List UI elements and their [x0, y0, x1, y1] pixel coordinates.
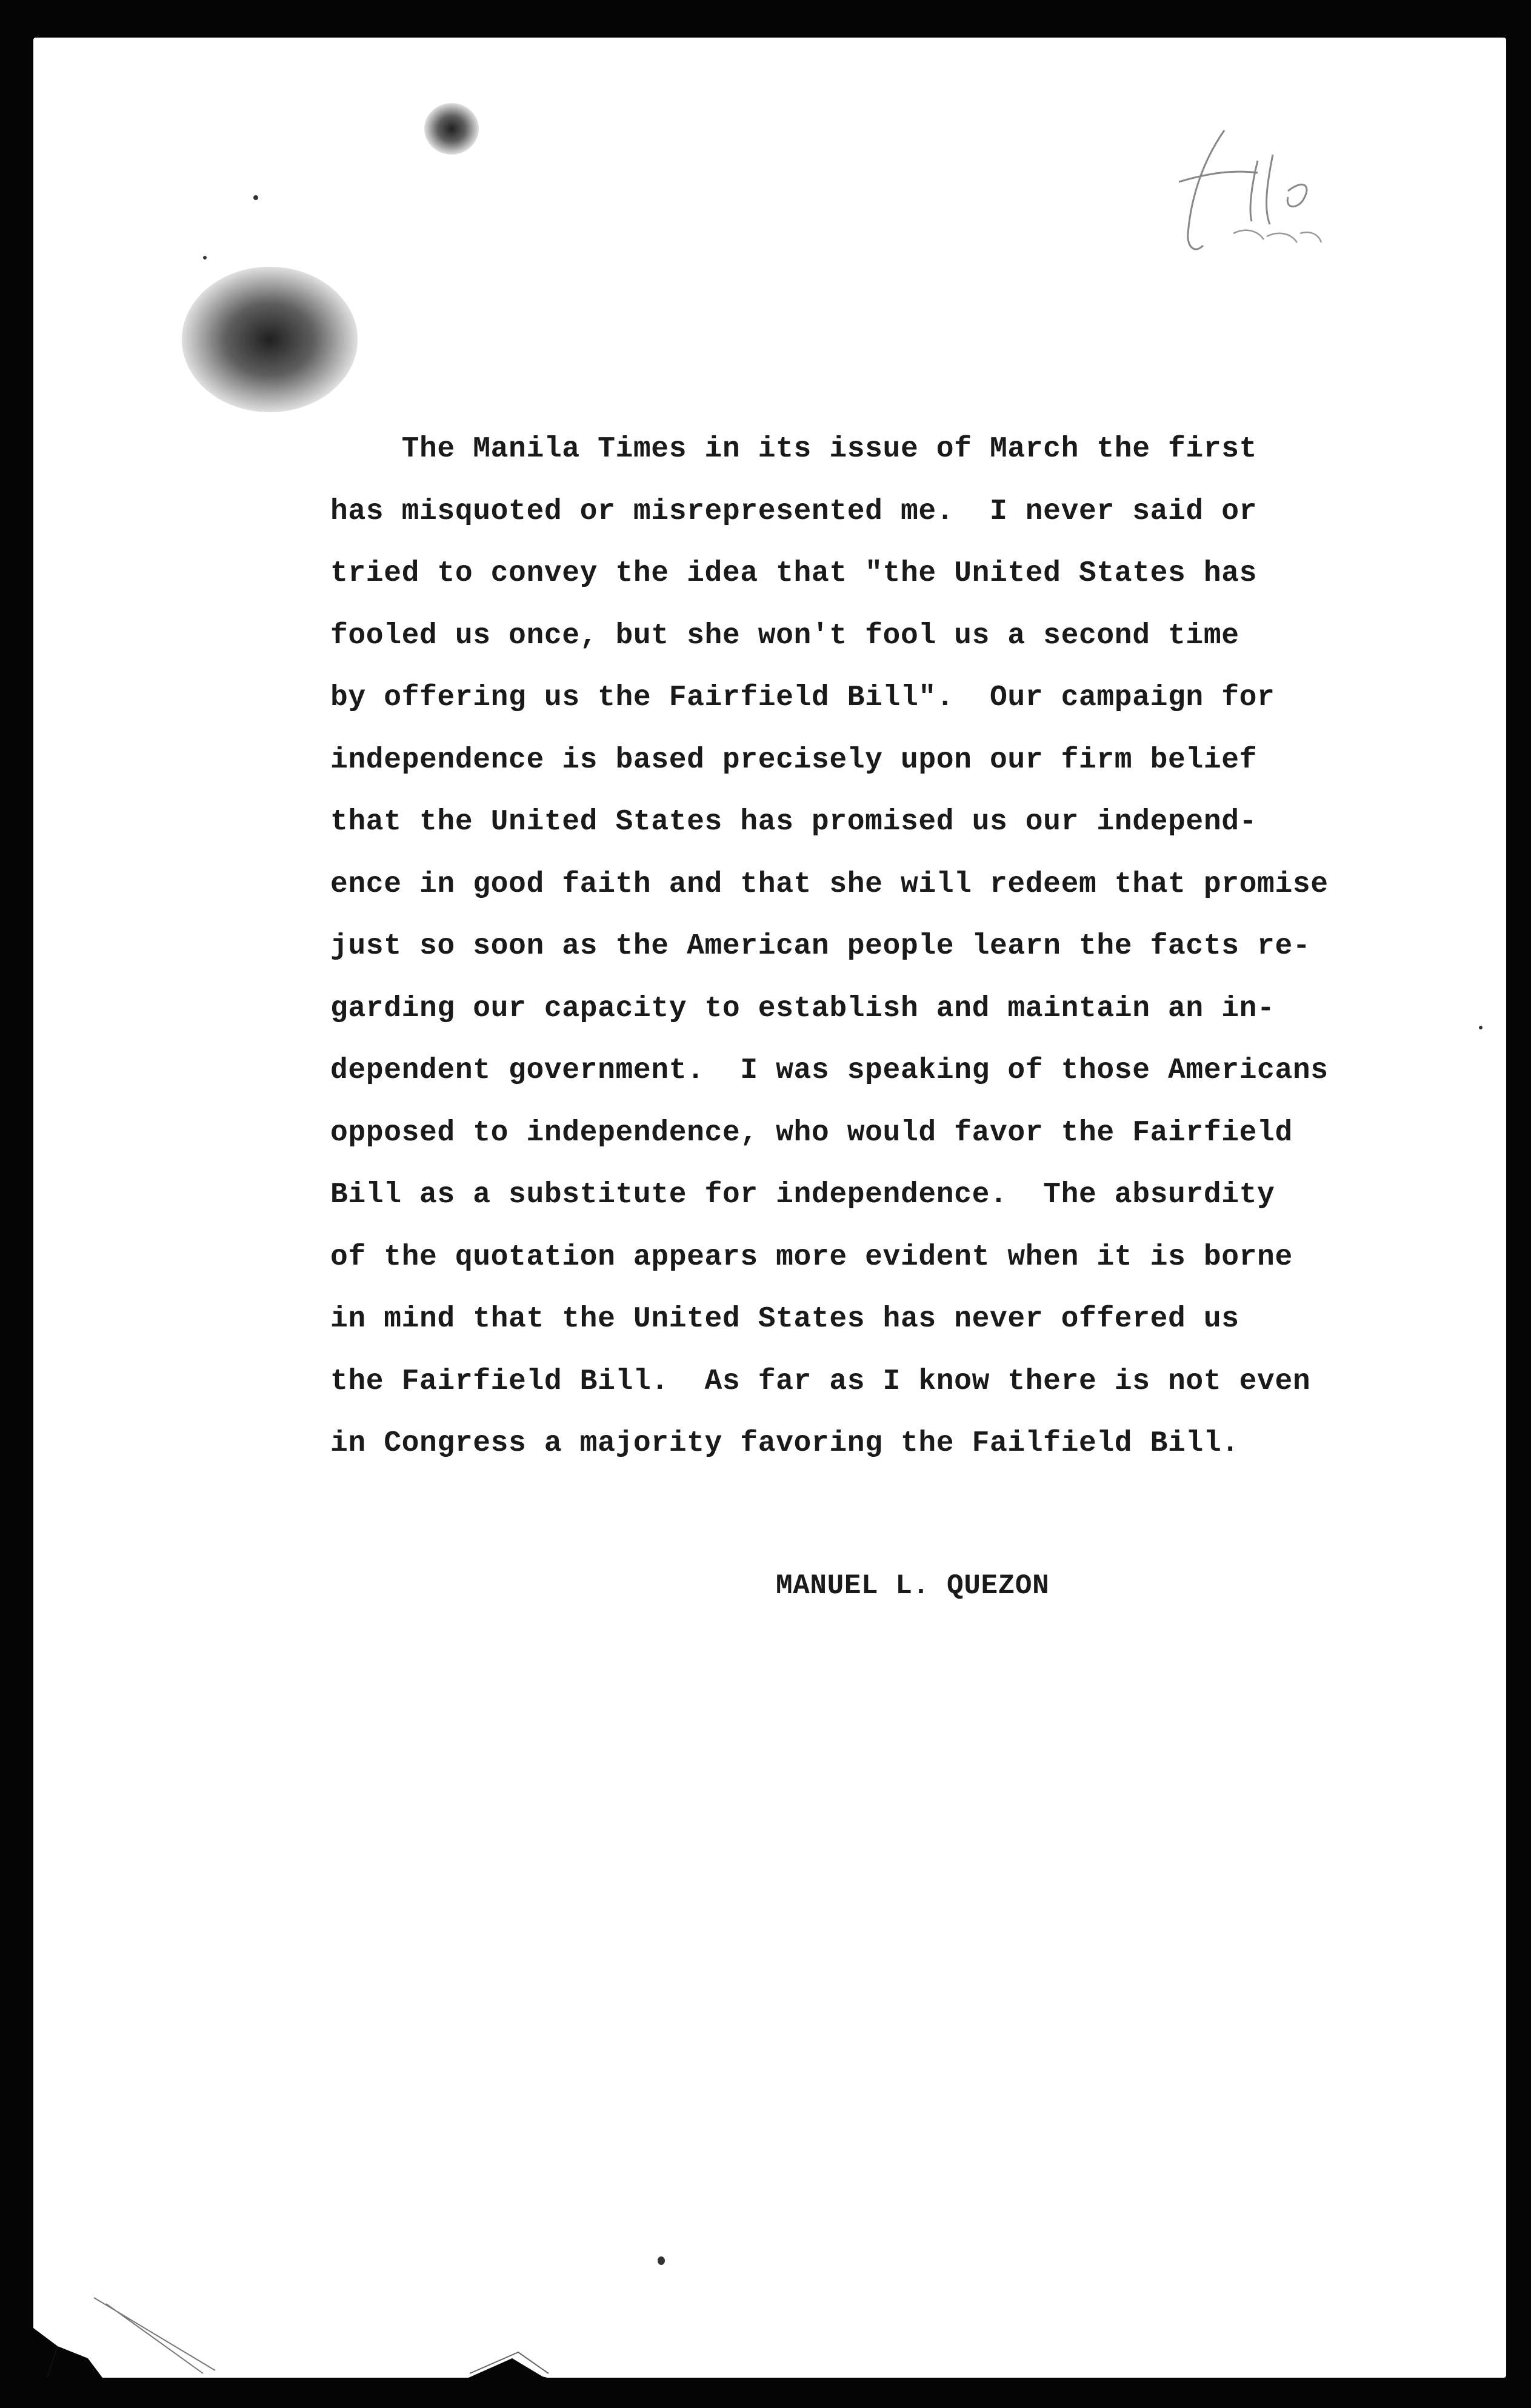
body-line: in Congress a majority favoring the Failfield Bill. [330, 1427, 1239, 1460]
body-line: the Fairfield Bill. As far as I know there is not even [330, 1365, 1311, 1398]
handwritten-file-annotation [1167, 124, 1336, 282]
body-line: just so soon as the American people learn the facts re- [330, 930, 1311, 963]
body-line: fooled us once, but she won't fool us a second time [330, 619, 1239, 652]
body-line: in mind that the United States has never offered us [330, 1303, 1239, 1336]
ink-smudge [424, 103, 479, 155]
body-line: has misquoted or misrepresented me. I never said or [330, 495, 1258, 528]
body-line: tried to convey the idea that "the United States has [330, 557, 1258, 590]
body-line: dependent government. I was speaking of those Americans [330, 1054, 1329, 1087]
body-line: independence is based precisely upon our firm belief [330, 743, 1258, 777]
body-line: Bill as a substitute for independence. The absurdity [330, 1179, 1275, 1211]
body-line: by offering us the Fairfield Bill". Our campaign for [330, 681, 1275, 714]
ink-blot [182, 267, 358, 412]
signature-name: MANUEL L. QUEZON [776, 1570, 1050, 1602]
torn-paper-corner [33, 2267, 579, 2383]
body-line: garding our capacity to establish and maintain an in- [330, 992, 1275, 1025]
ink-speck [658, 2256, 665, 2265]
body-line: opposed to independence, who would favor the Fairfield [330, 1116, 1293, 1149]
ink-speck [203, 256, 207, 259]
body-line: of the quotation appears more evident when it is borne [330, 1240, 1293, 1274]
body-line: that the United States has promised us our independ- [330, 806, 1258, 838]
body-line: The Manila Times in its issue of March the first [330, 433, 1258, 466]
letter-body [330, 418, 1385, 1475]
ink-speck [1479, 1026, 1483, 1029]
ink-speck [253, 195, 258, 200]
body-line: ence in good faith and that she will redeem that promise [330, 868, 1329, 901]
